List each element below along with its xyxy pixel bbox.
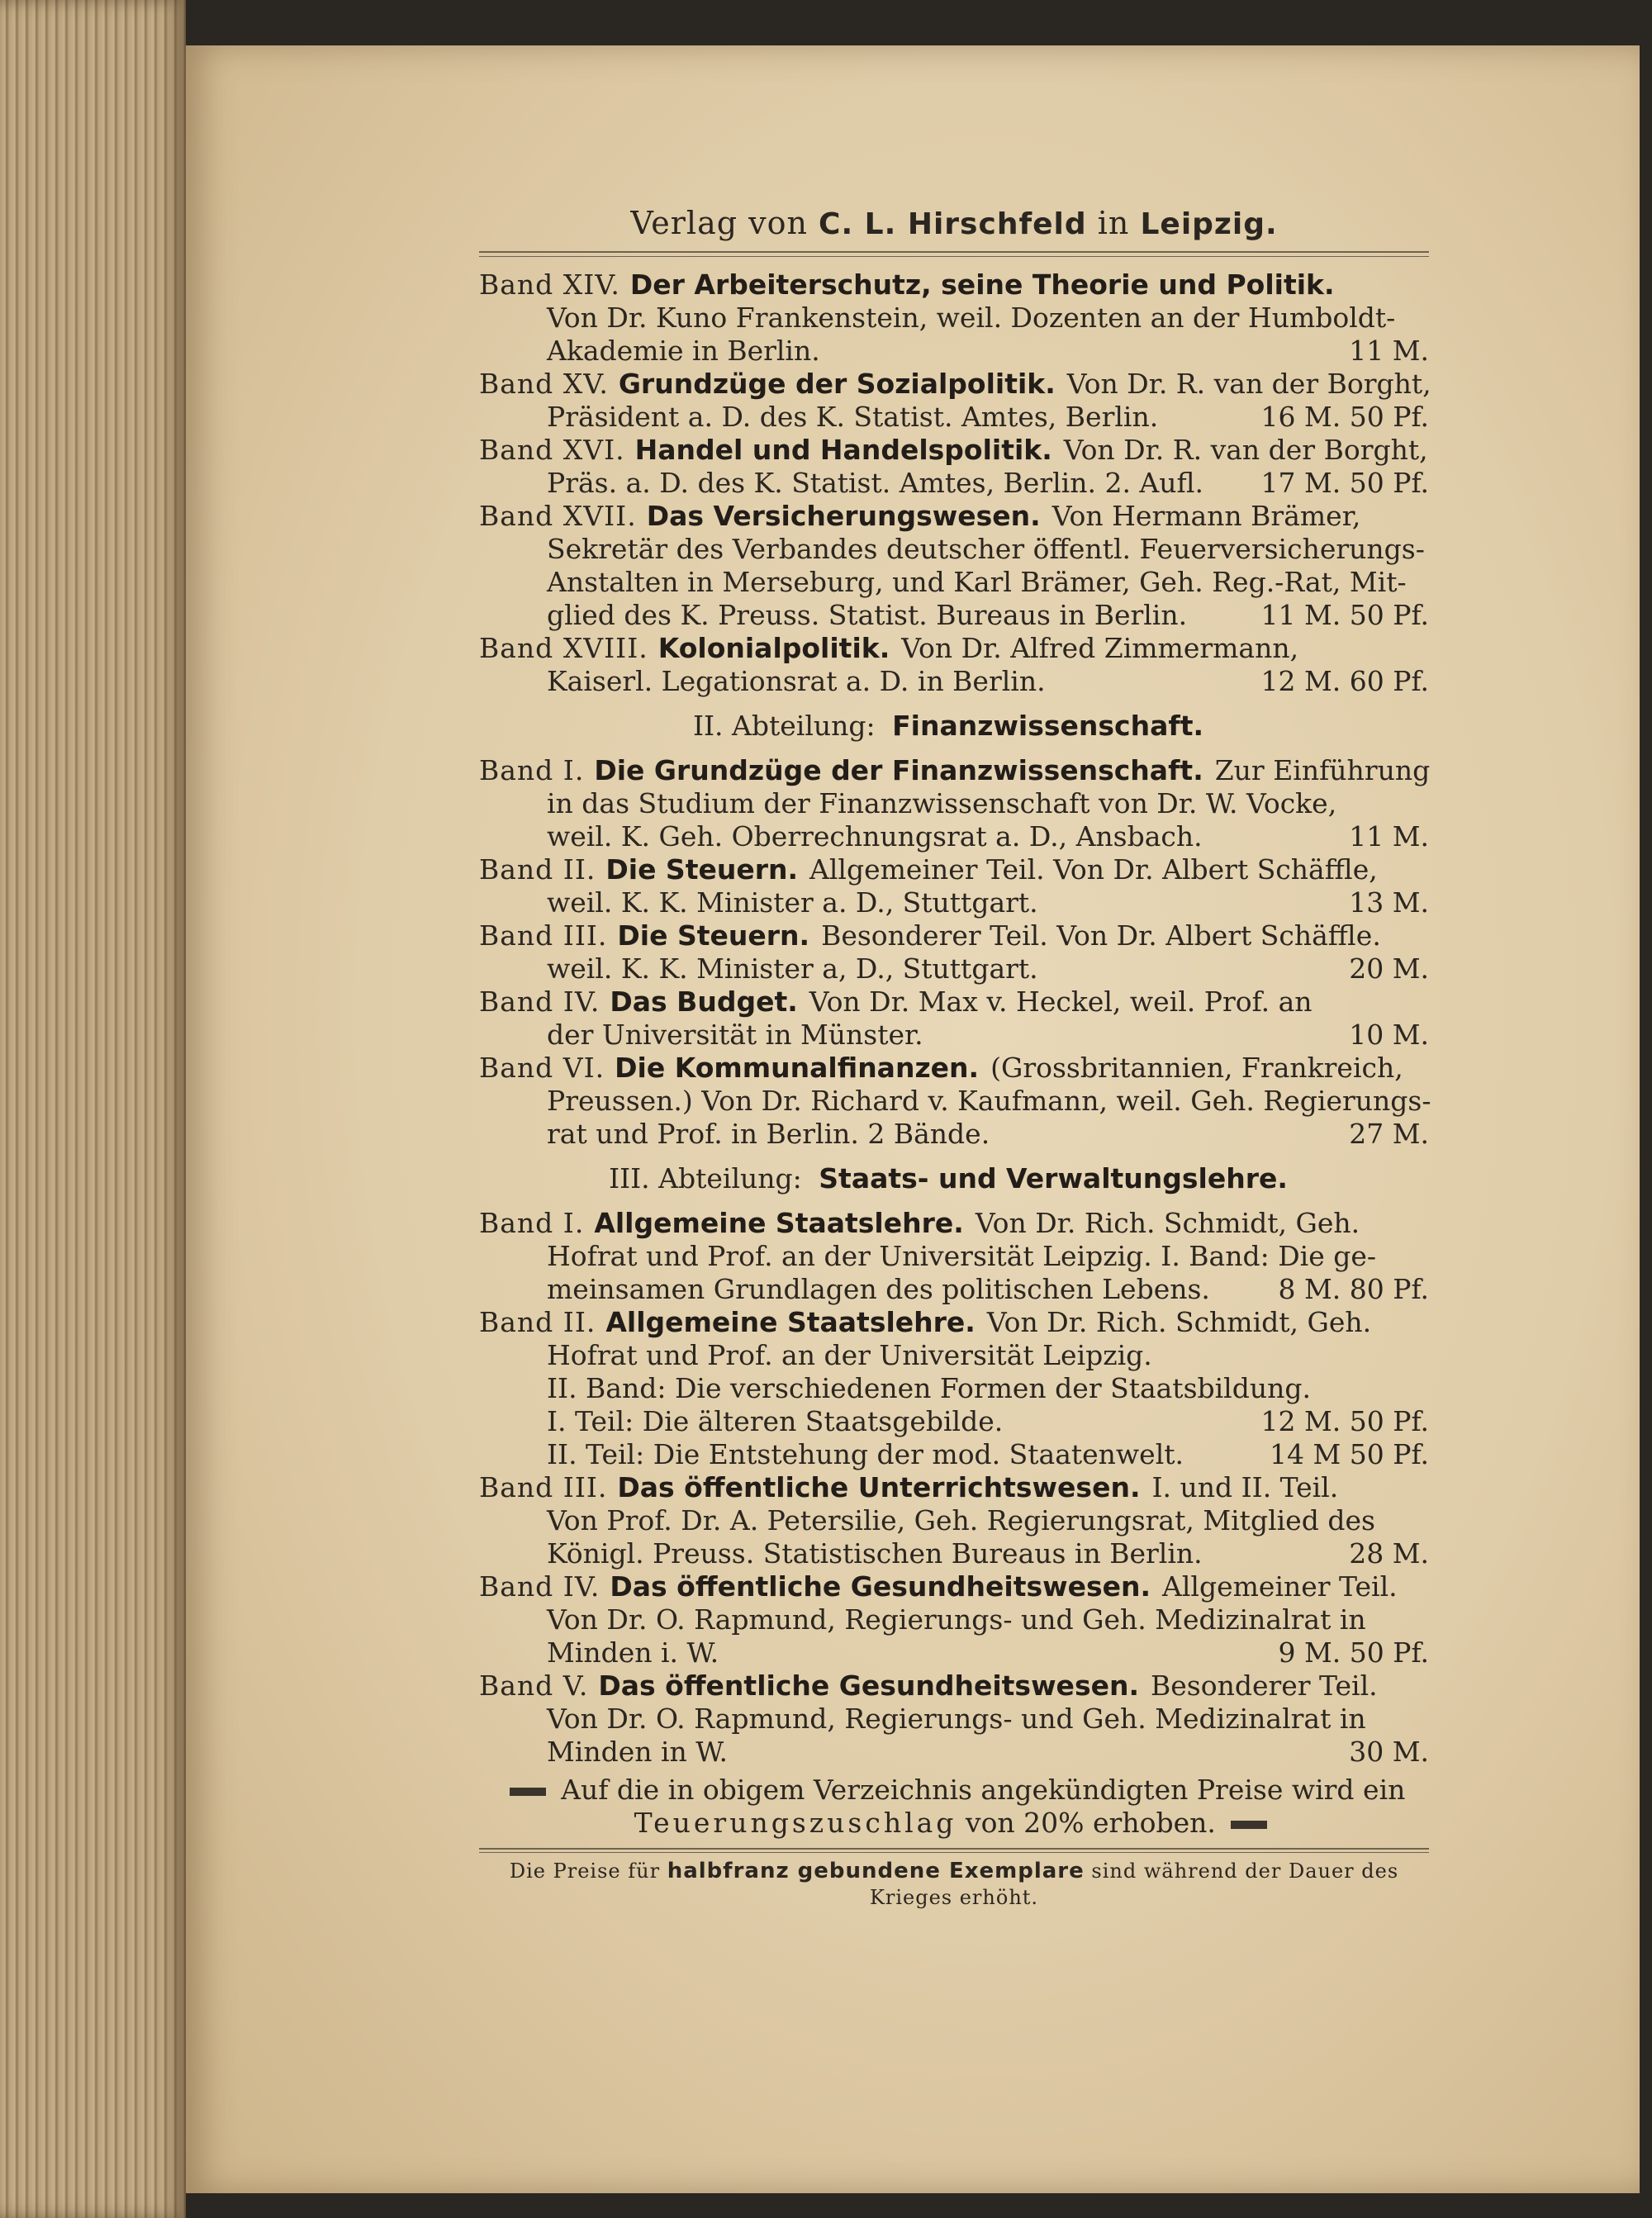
- entry-line-text: in das Studium der Finanzwissenschaft von Dr. W. Vocke,: [547, 787, 1337, 819]
- entry-line-text: Von Dr. O. Rapmund, Regierungs- und Geh. Medizinalrat in: [547, 1603, 1366, 1636]
- section-heading-2: [479, 710, 1429, 743]
- header-rule-thin: [479, 256, 1429, 257]
- band-number: Band XVII.: [479, 500, 637, 532]
- catalog-entry: [479, 754, 1429, 853]
- footer-post: sind während der Dauer des: [1091, 1859, 1399, 1883]
- entry-author-start: I. und II. Teil.: [1151, 1471, 1339, 1503]
- band-number: Band XIV.: [479, 268, 620, 301]
- notice-mark-right: [1231, 1821, 1267, 1829]
- entry-line: [479, 886, 1429, 919]
- entry-author-start: Von Hermann Brämer,: [1051, 500, 1361, 532]
- entry-first-line: [479, 268, 1429, 302]
- band-number: Band I.: [479, 1207, 585, 1239]
- entry-first-line: [479, 500, 1429, 533]
- band-number: Band III.: [479, 919, 608, 952]
- header-prefix: Verlag von: [630, 205, 808, 241]
- entry-line: [479, 566, 1429, 599]
- entry-first-line: [479, 754, 1429, 787]
- entry-line: [479, 467, 1429, 500]
- entry-line-text: Preussen.) Von Dr. Richard v. Kaufmann, weil. Geh. Regierungs-: [547, 1085, 1431, 1117]
- catalog-entry: [479, 1471, 1429, 1570]
- entry-line: [479, 1703, 1429, 1736]
- entry-line-text: Minden in W.: [547, 1736, 728, 1768]
- entries-group-2: [479, 754, 1429, 1151]
- volume-title: Das öffentliche Gesundheitswesen.: [598, 1669, 1139, 1702]
- catalog-entry: [479, 1306, 1429, 1471]
- entry-author-start: (Grossbritannien, Frankreich,: [990, 1052, 1403, 1084]
- publisher-city: Leipzig.: [1140, 207, 1278, 241]
- entry-line-text: Von Dr. Kuno Frankenstein, weil. Dozenten an der Humboldt-: [547, 302, 1396, 334]
- catalog-entry: [479, 1052, 1429, 1151]
- volume-title: Allgemeine Staatslehre.: [594, 1207, 964, 1239]
- entry-line-text: Von Dr. O. Rapmund, Regierungs- und Geh. Medizinalrat in: [547, 1703, 1366, 1735]
- entry-first-line: [479, 1052, 1429, 1085]
- entry-line-text: rat und Prof. in Berlin. 2 Bände.: [547, 1118, 990, 1150]
- entry-author-start: Von Dr. R. van der Borght,: [1066, 368, 1431, 400]
- footer-pre: Die Preise für: [509, 1859, 661, 1883]
- entry-author-start: Von Dr. R. van der Borght,: [1063, 434, 1428, 466]
- entry-line: [479, 952, 1429, 986]
- entry-line: [479, 335, 1429, 368]
- entry-first-line: [479, 853, 1429, 886]
- entry-price: 11 M.: [1349, 820, 1429, 853]
- catalog-entry: [479, 919, 1429, 986]
- entry-price: 13 M.: [1349, 886, 1429, 919]
- band-number: Band XVI.: [479, 434, 625, 466]
- entry-line-text: Hofrat und Prof. an der Universität Leipzig. I. Band: Die ge-: [547, 1240, 1377, 1272]
- band-number: Band IV.: [479, 1570, 601, 1603]
- band-number: Band XV.: [479, 368, 609, 400]
- page-header: [479, 205, 1429, 241]
- entry-first-line: [479, 1669, 1429, 1703]
- footer-note: [479, 1858, 1429, 1911]
- notice-line-1: Auf die in obigem Verzeichnis angekündigten Preise wird ein: [561, 1774, 1406, 1806]
- entry-first-line: [479, 1306, 1429, 1339]
- entry-price: 11 M.: [1349, 335, 1429, 367]
- entry-line: [479, 665, 1429, 698]
- footer-rule-thin: [479, 1852, 1429, 1853]
- entry-line-text: Anstalten in Merseburg, und Karl Brämer, Geh. Reg.-Rat, Mit-: [547, 566, 1407, 598]
- entry-line-text: II. Band: Die verschiedenen Formen der Staatsbildung.: [547, 1372, 1311, 1404]
- volume-title: Grundzüge der Sozialpolitik.: [618, 368, 1056, 400]
- entry-first-line: [479, 1207, 1429, 1240]
- volume-title: Allgemeine Staatslehre.: [605, 1306, 976, 1338]
- entry-line: [479, 1405, 1429, 1438]
- entry-line-text: Kaiserl. Legationsrat a. D. in Berlin.: [547, 665, 1046, 697]
- entry-line: [479, 1019, 1429, 1052]
- entry-price: 20 M.: [1349, 952, 1429, 985]
- entry-price: 17 M. 50 Pf.: [1260, 467, 1429, 499]
- notice-surcharge: Teuerungszuschlag: [634, 1807, 957, 1839]
- entry-line-text: der Universität in Münster.: [547, 1019, 923, 1051]
- header-middle: in: [1097, 205, 1130, 241]
- catalog-entry: [479, 434, 1429, 500]
- volume-title: Die Kommunalfinanzen.: [615, 1052, 980, 1084]
- notice-line-2: von 20% erhoben.: [965, 1807, 1216, 1839]
- volume-title: Das öffentliche Unterrichtswesen.: [617, 1471, 1141, 1503]
- entry-line: [479, 1085, 1429, 1118]
- band-number: Band II.: [479, 853, 596, 886]
- entry-line-text: Akademie in Berlin.: [547, 335, 820, 367]
- band-number: Band VI.: [479, 1052, 605, 1084]
- entry-line: [479, 1372, 1429, 1405]
- entry-first-line: [479, 986, 1429, 1019]
- entry-first-line: [479, 1570, 1429, 1603]
- entry-line: [479, 401, 1429, 434]
- entry-line-text: meinsamen Grundlagen des politischen Lebens.: [547, 1273, 1210, 1305]
- entry-line-text: Von Prof. Dr. A. Petersilie, Geh. Regierungsrat, Mitglied des: [547, 1504, 1375, 1536]
- entry-price: 12 M. 50 Pf.: [1260, 1405, 1429, 1437]
- band-number: Band IV.: [479, 986, 601, 1018]
- entry-first-line: [479, 1471, 1429, 1504]
- entry-price: 14 M 50 Pf.: [1270, 1438, 1429, 1470]
- volume-title: Handel und Handelspolitik.: [634, 434, 1052, 466]
- catalog-entry: [479, 1570, 1429, 1669]
- entry-line-text: Präs. a. D. des K. Statist. Amtes, Berlin. 2. Aufl.: [547, 467, 1204, 499]
- entries-group-1: [479, 268, 1429, 698]
- volume-title: Das Versicherungswesen.: [646, 500, 1041, 532]
- price-notice: [479, 1774, 1429, 1840]
- entry-author-start: Von Dr. Alfred Zimmermann,: [901, 632, 1299, 664]
- entry-line-text: II. Teil: Die Entstehung der mod. Staatenwelt.: [547, 1438, 1184, 1470]
- entry-line-text: Königl. Preuss. Statistischen Bureaus in Berlin.: [547, 1537, 1203, 1570]
- entry-author-start: Von Dr. Max v. Heckel, weil. Prof. an: [809, 986, 1313, 1018]
- entry-line: [479, 1603, 1429, 1636]
- notice-mark-left: [510, 1788, 546, 1796]
- entry-author-start: Besonderer Teil.: [1151, 1669, 1378, 1702]
- footer-line-2: Krieges erhöht.: [869, 1886, 1039, 1909]
- volume-title: Das öffentliche Gesundheitswesen.: [610, 1570, 1151, 1603]
- catalog-entry: [479, 1669, 1429, 1769]
- entry-line-text: weil. K. K. Minister a, D., Stuttgart.: [547, 952, 1038, 985]
- entry-line: [479, 787, 1429, 820]
- entry-line: [479, 1339, 1429, 1372]
- entry-first-line: [479, 919, 1429, 952]
- catalog-entry: [479, 368, 1429, 434]
- entry-author-start: Von Dr. Rich. Schmidt, Geh.: [975, 1207, 1360, 1239]
- catalog-entry: [479, 853, 1429, 919]
- entry-line: [479, 1537, 1429, 1570]
- catalog-entry: [479, 500, 1429, 632]
- entry-price: 28 M.: [1349, 1537, 1429, 1570]
- volume-title: Das Budget.: [610, 986, 798, 1018]
- entry-line-text: Präsident a. D. des K. Statist. Amtes, Berlin.: [547, 401, 1159, 433]
- volume-title: Die Steuern.: [617, 919, 810, 952]
- page-edges: [0, 0, 186, 2218]
- volume-title: Die Grundzüge der Finanzwissenschaft.: [594, 754, 1203, 786]
- band-number: Band V.: [479, 1669, 589, 1702]
- entry-line-text: glied des K. Preuss. Statist. Bureaus in Berlin.: [547, 599, 1188, 631]
- footer-bold: halbfranz gebundene Exemplare: [667, 1859, 1085, 1883]
- header-rule: [479, 251, 1429, 253]
- section-label: III. Abteilung:: [609, 1162, 802, 1194]
- entry-line: [479, 1504, 1429, 1537]
- entry-author-start: Besonderer Teil. Von Dr. Albert Schäffle.: [821, 919, 1381, 952]
- entry-author-start: Allgemeiner Teil.: [1162, 1570, 1398, 1603]
- entry-line: [479, 820, 1429, 853]
- footer-rule: [479, 1848, 1429, 1850]
- section-label: II. Abteilung:: [692, 710, 876, 742]
- publisher-name: C. L. Hirschfeld: [819, 207, 1087, 241]
- entry-line: [479, 302, 1429, 335]
- catalog-entry: [479, 1207, 1429, 1306]
- band-number: Band II.: [479, 1306, 596, 1338]
- entry-author-start: Zur Einführung: [1214, 754, 1431, 786]
- entry-first-line: [479, 632, 1429, 665]
- section-heading-3: [479, 1162, 1429, 1195]
- band-number: Band III.: [479, 1471, 608, 1503]
- section-title: Staats- und Verwaltungslehre.: [819, 1162, 1288, 1194]
- entry-price: 11 M. 50 Pf.: [1260, 599, 1429, 631]
- entry-line-text: weil. K. Geh. Oberrechnungsrat a. D., Ansbach.: [547, 820, 1203, 853]
- entry-author-start: Allgemeiner Teil. Von Dr. Albert Schäffle,: [809, 853, 1378, 886]
- entry-author-start: Von Dr. Rich. Schmidt, Geh.: [986, 1306, 1372, 1338]
- entry-line: [479, 1240, 1429, 1273]
- entry-first-line: [479, 368, 1429, 401]
- entry-line: [479, 1438, 1429, 1471]
- entry-line: [479, 599, 1429, 632]
- volume-title: Die Steuern.: [605, 853, 799, 886]
- entry-price: 30 M.: [1349, 1736, 1429, 1768]
- entry-line: [479, 533, 1429, 566]
- entry-price: 10 M.: [1349, 1019, 1429, 1051]
- band-number: Band I.: [479, 754, 585, 786]
- band-number: Band XVIII.: [479, 632, 648, 664]
- entry-line-text: weil. K. K. Minister a. D., Stuttgart.: [547, 886, 1038, 919]
- entry-line: [479, 1118, 1429, 1151]
- entries-group-3: [479, 1207, 1429, 1769]
- entry-line-text: Hofrat und Prof. an der Universität Leipzig.: [547, 1339, 1152, 1371]
- entry-price: 9 M. 50 Pf.: [1278, 1636, 1429, 1669]
- entry-line-text: I. Teil: Die älteren Staatsgebilde.: [547, 1405, 1004, 1437]
- entry-first-line: [479, 434, 1429, 467]
- entry-line: [479, 1273, 1429, 1306]
- entry-price: 12 M. 60 Pf.: [1260, 665, 1429, 697]
- catalog-entry: [479, 986, 1429, 1052]
- catalog-text: [479, 205, 1429, 1911]
- volume-title: Der Arbeiterschutz, seine Theorie und Politik.: [629, 268, 1335, 301]
- entry-price: 16 M. 50 Pf.: [1260, 401, 1429, 433]
- catalog-entry: [479, 268, 1429, 368]
- volume-title: Kolonialpolitik.: [657, 632, 890, 664]
- entry-line: [479, 1736, 1429, 1769]
- entry-price: 8 M. 80 Pf.: [1278, 1273, 1429, 1305]
- entry-line-text: Minden i. W.: [547, 1636, 719, 1669]
- catalog-entry: [479, 632, 1429, 698]
- entry-line-text: Sekretär des Verbandes deutscher öffentl. Feuerversicherungs-: [547, 533, 1425, 565]
- entry-line: [479, 1636, 1429, 1669]
- section-title: Finanzwissenschaft.: [892, 710, 1204, 742]
- entry-price: 27 M.: [1349, 1118, 1429, 1150]
